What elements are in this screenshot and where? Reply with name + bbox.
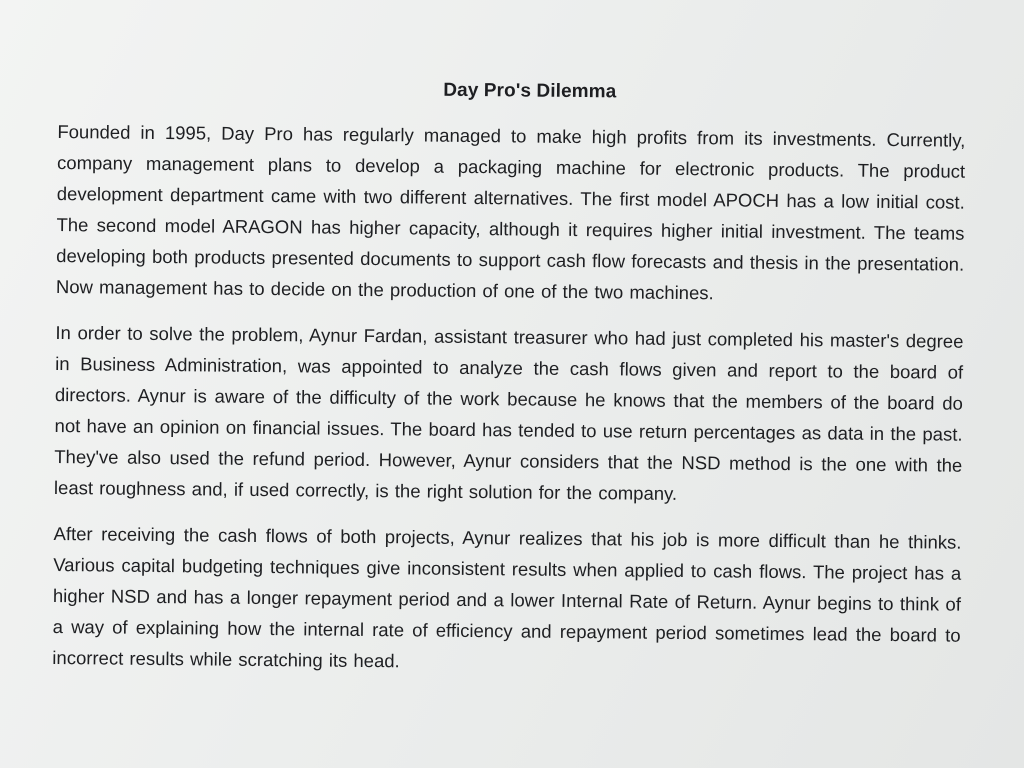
paragraph-3: After receiving the cash flows of both projects, Aynur realizes that his job is more difficult than he thinks. Various capital budgeting techniques give inconsistent results when applied to cash flows. The project has a higher NSD and has a longer repayment period and a lower Internal Rate of Return. Aynur begins to think of a way of explaining how the internal rate of efficiency and repayment period sometimes lead the board to incorrect results while scratching its head. (52, 522, 962, 672)
paragraph-2: In order to solve the problem, Aynur Fardan, assistant treasurer who had just completed his master's degree in Business Administration, was appointed to analyze the cash flows given and report to the board of directors. Aynur is aware of the difficulty of the work because he knows that the members of the board do not have an opinion on financial issues. The board has tended to use return percentages as data in the past. They've also used the refund period. However, Aynur considers that the NSD method is the one with the least roughness and, if used correctly, is the right solution for the company. (53, 321, 964, 504)
paragraph-1: Founded in 1995, Day Pro has regularly managed to make high profits from its investments. Currently, company management plans to develop a packaging machine for electronic products. The product development department came with two different alternatives. The first model APOCH has a low initial cost. The second model ARAGON has higher capacity, although it requires higher initial investment. The teams developing both products presented documents to support cash flow forecasts and thesis in the presentation. Now management has to decide on the production of one of the two machines. (55, 120, 966, 304)
document-title: Day Pro's Dilemma (443, 79, 617, 103)
document-page (51, 70, 982, 768)
